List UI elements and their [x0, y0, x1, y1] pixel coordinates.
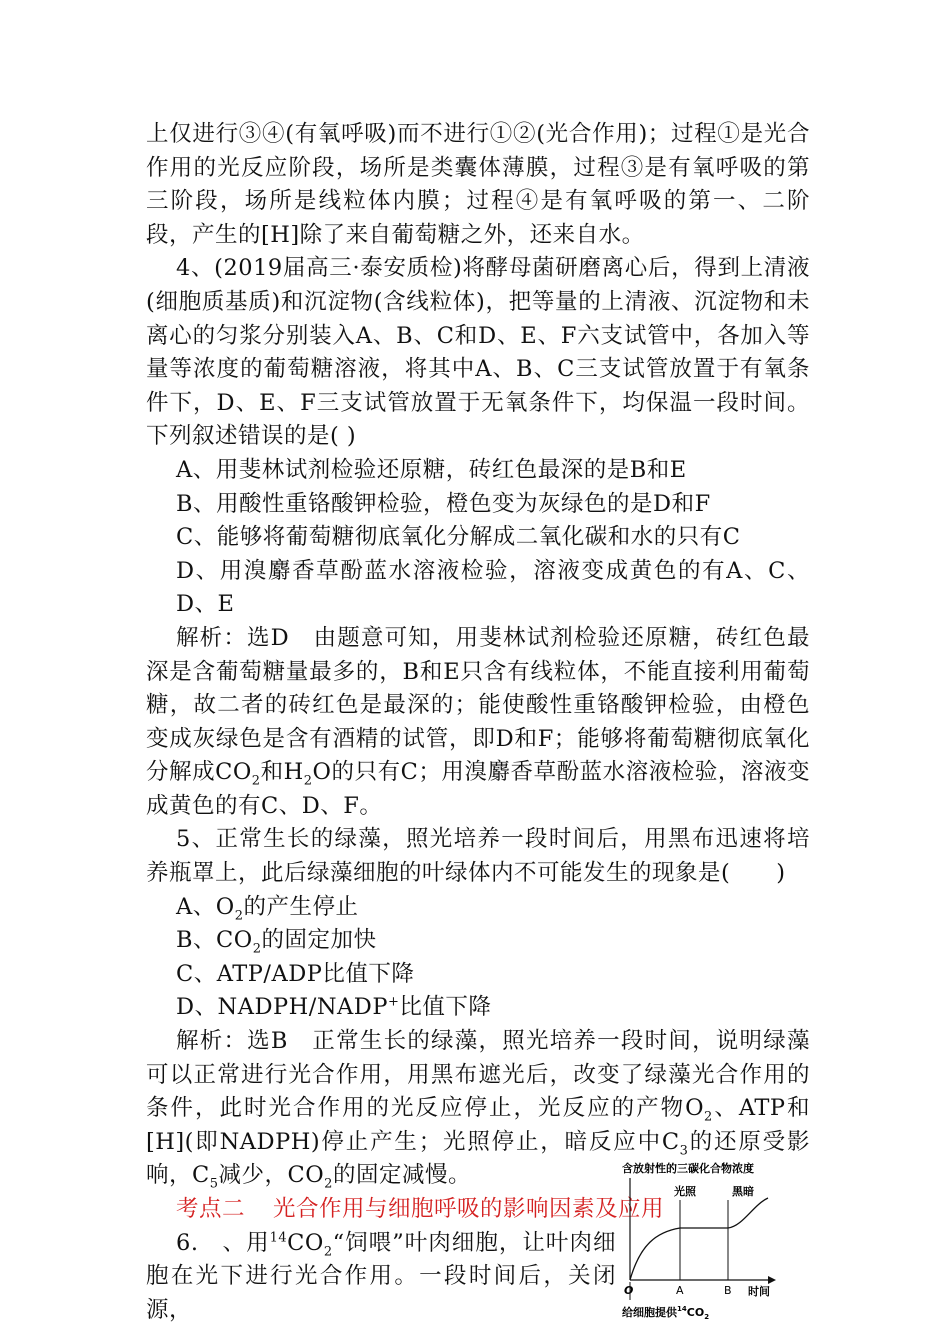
question-5-option-d: D、NADPH/NADP+比值下降 [176, 994, 492, 1021]
label-origin: O [624, 1284, 634, 1297]
question-5-option-a: A、$O_2$的产生停止 [176, 893, 359, 924]
answer-4: 解析：选D 由题意可知，用斐林试剂检验还原糖，砖红色最深是含葡萄糖量最多的，B和E只含有线粒体，不能直接利用葡萄糖，故二者的砖红色是最深的；能使酸性重铬酸钾检验，由橙色变成灰绿色是含有酒精的试管，即D和F；能够将葡萄糖彻底氧化分解成$CO_2$和$H_2O$的只有C；用溴麝香草酚蓝水溶液检验，溶液变成黄色的有C、D、F。 [146, 624, 810, 819]
question-5-option-b: B、$CO_2$的固定加快 [176, 927, 377, 957]
label-dark: 黑暗 [732, 1185, 754, 1198]
label-light: 光照 [674, 1185, 696, 1198]
question-4-option-c: C、能够将葡萄糖彻底氧化分解成二氧化碳和水的只有C [176, 524, 741, 551]
x-axis-arrow [768, 1276, 776, 1284]
c3-concentration-figure [618, 1160, 808, 1320]
paragraph-analysis-3: 上仅进行③④(有氧呼吸)而不进行①②(光合作用)；过程①是光合作用的光反应阶段，场所是类囊体薄膜，过程③是有氧呼吸的第三阶段，场所是线粒体内膜；过程④是有氧呼吸的第一、二阶段，产生的[H]除了来自葡萄糖之外，还来自水。 [146, 121, 810, 248]
section-number: 考点二 [176, 1196, 246, 1222]
figure-svg [618, 1160, 808, 1320]
label-b: B [724, 1284, 732, 1297]
question-4-option-d: D、用溴麝香草酚蓝水溶液检验，溶液变成黄色的有A、C、D、E [176, 557, 810, 618]
question-4-option-a: A、用斐林试剂检验还原糖，砖红色最深的是B和E [176, 456, 687, 483]
question-5-option-c: C、ATP/ADP比值下降 [176, 960, 415, 987]
concentration-curve [630, 1198, 768, 1280]
figure-caption: 给细胞提供$^{14}CO_2$ [622, 1305, 710, 1320]
question-6: 6. 、用$^{14}CO_2“$饲喂”叶肉细胞，让叶肉细胞在光下进行光合作用。一段时间后，关闭源， [146, 1229, 617, 1323]
question-5: 5、正常生长的绿藻，照光培养一段时间后，用黑布迅速将培养瓶罩上，此后绿藻细胞的叶绿体内不可能发生的现象是( ) [146, 826, 810, 887]
document-page [146, 118, 810, 1327]
question-4-option-b: B、用酸性重铬酸钾检验，橙色变为灰绿色的是D和F [176, 490, 711, 517]
answer-5: 解析：选B 正常生长的绿藻，照光培养一段时间，说明绿藻可以正常进行光合作用，用黑布遮光后，改变了绿藻光合作用的条件，此时光合作用的光反应停止，光反应的产物$O_2$、ATP和[H](即NADPH)停止产生；光照停止，暗反应中$C_3$的还原受影响，$C_5$减少，$CO_2$的固定减慢。 [146, 1028, 810, 1192]
label-time: 时间 [748, 1285, 770, 1298]
label-a: A [676, 1284, 684, 1297]
figure-ylabel: 含放射性的三碳化合物浓度 [622, 1162, 754, 1175]
section-title: 光合作用与细胞呼吸的影响因素及应用 [273, 1196, 665, 1222]
question-4: 4、(2019届高三·泰安质检)将酵母菌研磨离心后，得到上清液(细胞质基质)和沉淀物(含线粒体)，把等量的上清液、沉淀物和未离心的匀浆分别装入A、B、C和D、E、F六支试管中，各加入等量等浓度的葡萄糖溶液，将其中A、B、C三支试管放置于有氧条件下，D、E、F三支试管放置于无氧条件下，均保温一段时间。下列叙述错误的是( ) [146, 255, 810, 450]
